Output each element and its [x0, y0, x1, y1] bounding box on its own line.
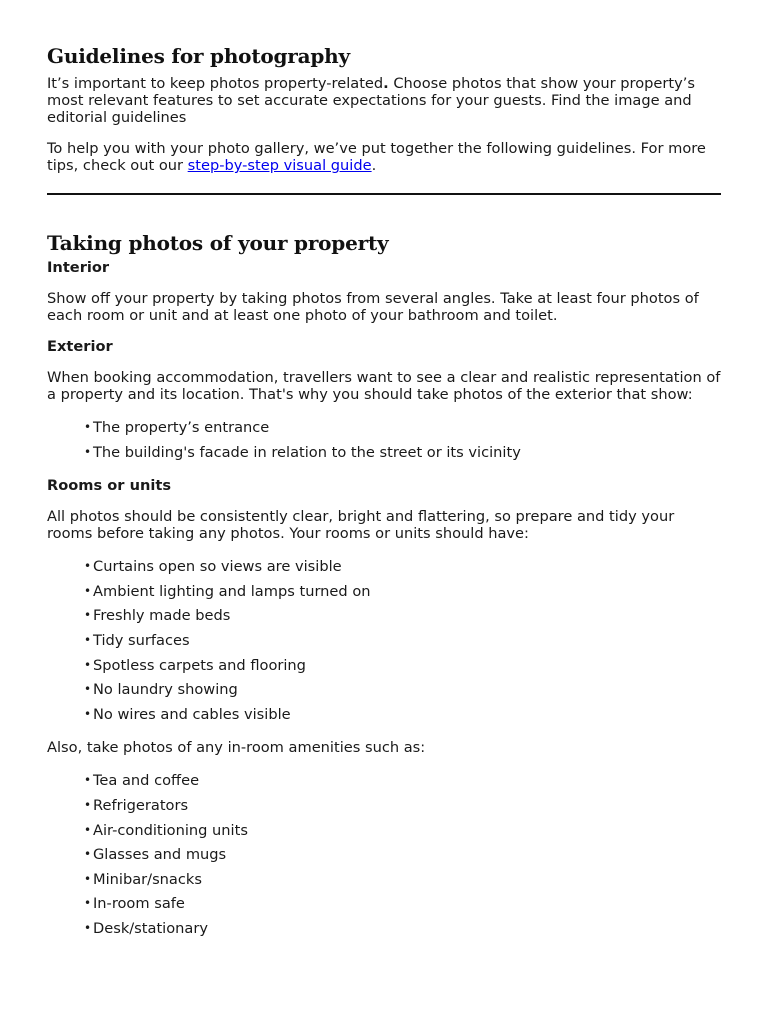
list-item: • Ambient lighting and lamps turned on: [84, 583, 721, 608]
intro-paragraph: [47, 75, 721, 126]
section-divider: [47, 193, 721, 195]
help-paragraph: [47, 140, 721, 174]
list-item: • Glasses and mugs: [84, 846, 721, 871]
amenities-paragraph: Also, take photos of any in-room amenities such as:: [47, 739, 426, 757]
help-text-end: .: [371, 157, 377, 174]
amenities-list: [47, 772, 721, 944]
list-item: • Curtains open so views are visible: [84, 558, 721, 583]
list-item: • The building's facade in relation to the street or its vicinity: [84, 444, 721, 469]
list-item: • In-room safe: [84, 895, 721, 920]
list-item: • No laundry showing: [84, 681, 721, 706]
rooms-list: [47, 558, 721, 730]
interior-paragraph: Show off your property by taking photos from several angles. Take at least four photos of each room or unit and at least one photo of your bathroom and toilet.: [47, 290, 699, 324]
list-item: • Air-conditioning units: [84, 822, 721, 847]
visual-guide-link[interactable]: step-by-step visual guide: [187, 157, 372, 174]
exterior-paragraph: When booking accommodation, travellers want to see a clear and realistic representation of a property and its location. That's why you should take photos of the exterior that show:: [47, 369, 721, 403]
help-text: To help you with your photo gallery, we’ve put together the following guidelines. For more tips, check out our: [47, 140, 706, 174]
list-item: • Refrigerators: [84, 797, 721, 822]
list-item: • Tidy surfaces: [84, 632, 721, 657]
intro-text-b: Choose photos that show your property’s most relevant features to set accurate expectations for your guests. Find the image and editorial guidelines: [47, 75, 696, 126]
exterior-list: [47, 419, 721, 468]
list-item: • Minibar/snacks: [84, 871, 721, 896]
page-title: Guidelines for photography: [47, 44, 350, 68]
list-item: • Freshly made beds: [84, 607, 721, 632]
exterior-heading: Exterior: [47, 338, 113, 355]
intro-bold-period: .: [383, 75, 389, 92]
list-item: • No wires and cables visible: [84, 706, 721, 731]
list-item: • The property’s entrance: [84, 419, 721, 444]
rooms-paragraph: All photos should be consistently clear, bright and flattering, so prepare and tidy your rooms before taking any photos. Your rooms or units should have:: [47, 508, 675, 543]
section-title: Taking photos of your property: [47, 231, 389, 255]
list-item: • Spotless carpets and flooring: [84, 657, 721, 682]
intro-text-a: It’s important to keep photos property-related: [47, 75, 384, 92]
list-item: • Tea and coffee: [84, 772, 721, 797]
rooms-heading: Rooms or units: [47, 477, 172, 495]
list-item: • Desk/stationary: [84, 920, 721, 945]
interior-heading: Interior: [47, 259, 110, 276]
